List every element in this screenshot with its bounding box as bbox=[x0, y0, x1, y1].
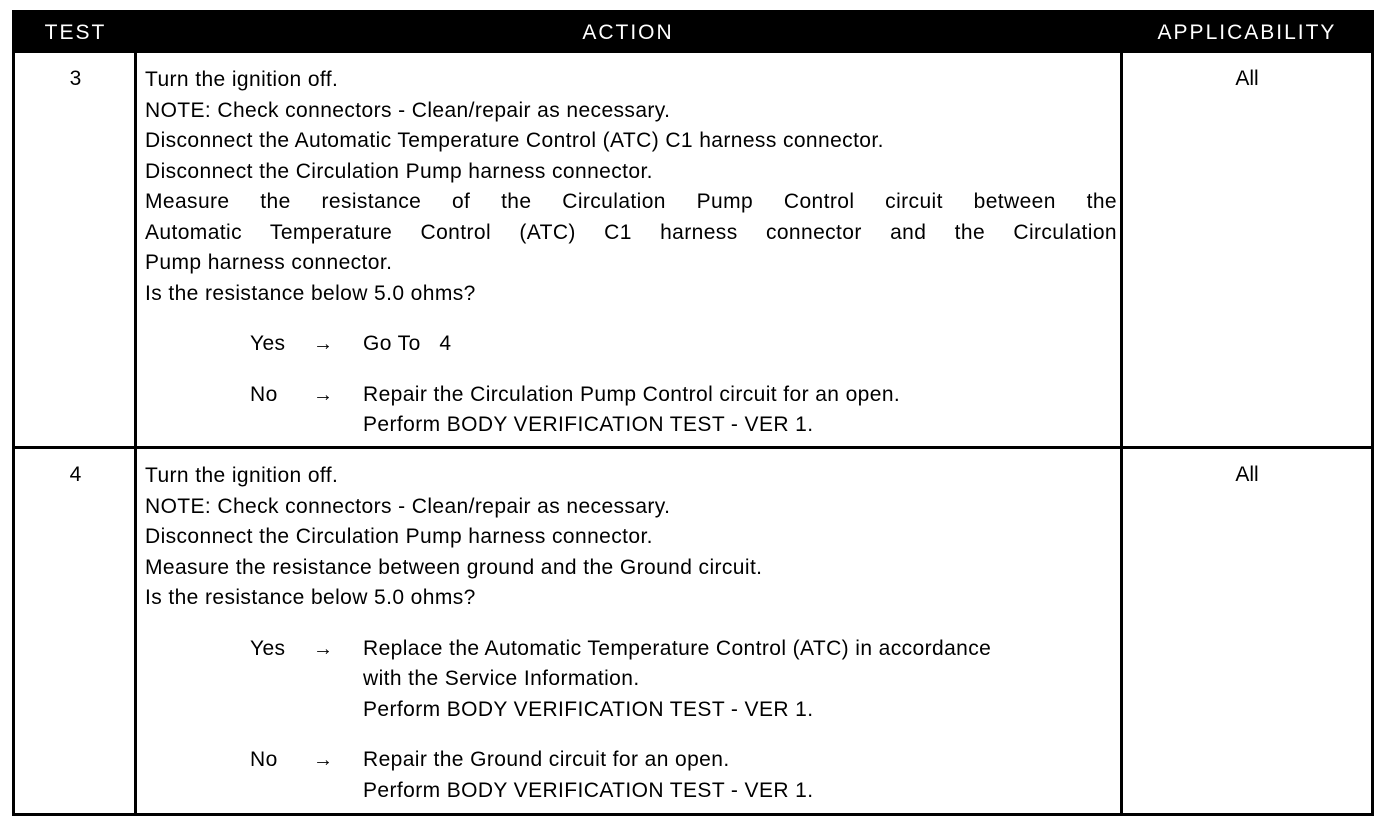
table-row bbox=[15, 53, 1371, 446]
applicability-value: All bbox=[1235, 463, 1259, 486]
answer-text: Replace the Automatic Temperature Control (ATC) in accordance bbox=[363, 636, 992, 660]
applicability-value: All bbox=[1235, 67, 1259, 90]
answer-label: Yes bbox=[250, 332, 286, 355]
action-step: Turn the ignition off. bbox=[145, 68, 339, 91]
header-test: TEST bbox=[44, 21, 107, 44]
answer-no bbox=[145, 745, 1117, 806]
answer-text: Perform BODY VERIFICATION TEST - VER 1. bbox=[363, 413, 814, 436]
test-number: 4 bbox=[69, 463, 82, 486]
answer-yes bbox=[145, 329, 1117, 360]
answer-yes bbox=[145, 634, 1117, 726]
action-note: NOTE: Check connectors - Clean/repair as necessary. bbox=[145, 494, 671, 518]
action-question: Is the resistance below 5.0 ohms? bbox=[145, 586, 476, 609]
action-step: Measure the resistance between ground and the Ground circuit. bbox=[145, 555, 763, 579]
answer-text: Repair the Ground circuit for an open. bbox=[363, 748, 730, 771]
header-applicability: APPLICABILITY bbox=[1157, 21, 1337, 44]
answer-text: Perform BODY VERIFICATION TEST - VER 1. bbox=[363, 778, 814, 802]
answer-text: Perform BODY VERIFICATION TEST - VER 1. bbox=[363, 697, 814, 721]
table-row bbox=[15, 449, 1371, 813]
table-header bbox=[15, 13, 1371, 53]
right-arrow-icon: → bbox=[313, 333, 334, 355]
answer-text: Go To 4 bbox=[363, 332, 452, 355]
answer-label: Yes bbox=[250, 636, 286, 660]
action-step: Measure the resistance of the Circulation Pump Control circuit between the bbox=[145, 190, 1117, 213]
answer-label: No bbox=[250, 748, 278, 771]
action-step: Disconnect the Automatic Temperature Control (ATC) C1 harness connector. bbox=[145, 129, 884, 152]
action-step: Disconnect the Circulation Pump harness connector. bbox=[145, 159, 653, 183]
right-arrow-icon: → bbox=[313, 637, 334, 660]
action-step: Turn the ignition off. bbox=[145, 464, 339, 487]
test-number: 3 bbox=[69, 67, 82, 90]
action-cell bbox=[145, 461, 1117, 806]
action-step: Automatic Temperature Control (ATC) C1 harness connector and the Circulation bbox=[145, 220, 1117, 244]
answer-no bbox=[145, 380, 1117, 441]
diagnostic-table bbox=[12, 10, 1374, 816]
action-step: Disconnect the Circulation Pump harness connector. bbox=[145, 525, 653, 548]
right-arrow-icon: → bbox=[313, 383, 334, 406]
right-arrow-icon: → bbox=[313, 749, 334, 771]
header-action: ACTION bbox=[582, 21, 674, 44]
action-step: Pump harness connector. bbox=[145, 251, 393, 274]
action-question: Is the resistance below 5.0 ohms? bbox=[145, 281, 476, 305]
action-cell bbox=[145, 65, 1117, 441]
action-note: NOTE: Check connectors - Clean/repair as necessary. bbox=[145, 98, 671, 122]
answer-text: Repair the Circulation Pump Control circuit for an open. bbox=[363, 382, 901, 406]
answer-label: No bbox=[250, 382, 278, 406]
answer-text: with the Service Information. bbox=[363, 667, 640, 690]
